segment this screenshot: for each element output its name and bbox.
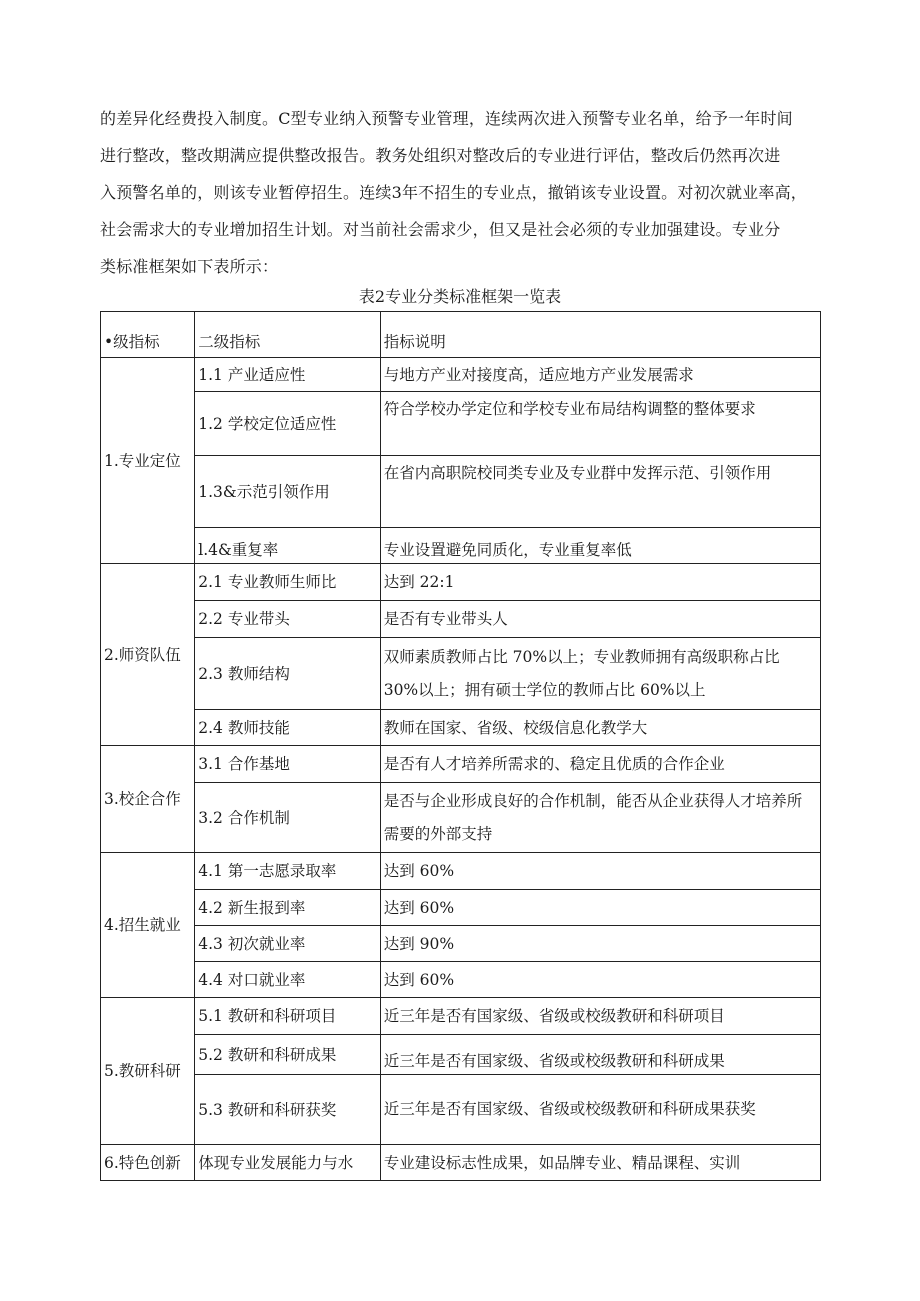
paragraph-line: 的差异化经费投入制度。C型专业纳入预警专业管理，连续两次进入预警专业名单，给予一年时间: [100, 109, 793, 128]
indicator-description: 达到 60%: [380, 962, 820, 998]
table-row: [101, 853, 821, 890]
sub-indicator: 5.3 教研和科研获奖: [195, 1075, 380, 1145]
sub-indicator: 1.3&示范引领作用: [195, 456, 380, 528]
indicator-description: 与地方产业对接度高，适应地方产业发展需求: [380, 358, 820, 392]
table-row: [101, 746, 821, 783]
sub-indicator: 2.4 教师技能: [195, 710, 380, 746]
indicator-description: 达到 60%: [380, 853, 820, 890]
table-row: [101, 962, 821, 998]
paragraph-line: 类标准框架如下表所示：: [100, 257, 279, 276]
indicator-description: 近三年是否有国家级、省级或校级教研和科研项目: [380, 998, 820, 1035]
indicator-description: 近三年是否有国家级、省级或校级教研和科研成果获奖: [380, 1075, 820, 1145]
sub-indicator: 5.2 教研和科研成果: [195, 1035, 380, 1075]
paragraph-line: 进行整改，整改期满应提供整改报告。教务处组织对整改后的专业进行评估，整改后仍然再次进: [100, 146, 781, 165]
table-row: [101, 638, 821, 710]
table-header-row: [101, 312, 821, 358]
sub-indicator: 2.1 专业教师生师比: [195, 564, 380, 601]
table-row: [101, 1035, 821, 1075]
group-name: 5.教研科研: [101, 998, 195, 1145]
sub-indicator: 3.2 合作机制: [195, 783, 380, 853]
sub-indicator: l.4&重复率: [195, 528, 380, 564]
paragraph-line: 社会需求大的专业增加招生计划。对当前社会需求少，但又是社会必须的专业加强建设。专业分: [100, 220, 781, 239]
table-row: [101, 564, 821, 601]
indicator-description: 是否有人才培养所需求的、稳定且优质的合作企业: [380, 746, 820, 783]
indicator-description: 达到 90%: [380, 926, 820, 962]
indicator-description: 专业建设标志性成果，如品牌专业、精品课程、实训: [380, 1145, 820, 1181]
sub-indicator: 2.3 教师结构: [195, 638, 380, 710]
table-row: [101, 783, 821, 853]
table-row: [101, 1145, 821, 1181]
indicator-description: 符合学校办学定位和学校专业布局结构调整的整体要求: [380, 392, 820, 456]
indicator-description: 是否有专业带头人: [380, 601, 820, 638]
indicator-description: 是否与企业形成良好的合作机制，能否从企业获得人才培养所需要的外部支持: [380, 783, 820, 853]
header-level2: 二级指标: [195, 312, 380, 358]
group-name: 6.特色创新: [101, 1145, 195, 1181]
table-row: [101, 710, 821, 746]
table-row: [101, 601, 821, 638]
header-description: 指标说明: [380, 312, 820, 358]
group-name: 3.校企合作: [101, 746, 195, 853]
sub-indicator: 体现专业发展能力与水: [195, 1145, 380, 1181]
sub-indicator: 3.1 合作基地: [195, 746, 380, 783]
table-row: [101, 890, 821, 926]
indicator-description: 教师在国家、省级、校级信息化教学大: [380, 710, 820, 746]
table-row: [101, 1075, 821, 1145]
indicator-description: 达到 22:1: [380, 564, 820, 601]
table-row: [101, 456, 821, 528]
sub-indicator: 4.4 对口就业率: [195, 962, 380, 998]
table-row: [101, 998, 821, 1035]
table-row: [101, 392, 821, 456]
sub-indicator: 4.2 新生报到率: [195, 890, 380, 926]
table-row: [101, 358, 821, 392]
sub-indicator: 4.1 第一志愿录取率: [195, 853, 380, 890]
sub-indicator: 1.1 产业适应性: [195, 358, 380, 392]
indicator-description: 双师素质教师占比 70%以上；专业教师拥有高级职称占比 30%以上；拥有硕士学位的教师占比 60%以上: [380, 638, 820, 710]
indicator-description: 达到 60%: [380, 890, 820, 926]
table-row: [101, 528, 821, 564]
table-row: [101, 926, 821, 962]
group-name: 1.专业定位: [101, 358, 195, 564]
header-level1: •级指标: [101, 312, 195, 358]
indicator-description: 专业设置避免同质化，专业重复率低: [380, 528, 820, 564]
table-caption: 表2专业分类标准框架一览表: [358, 287, 562, 306]
indicator-description: 在省内高职院校同类专业及专业群中发挥示范、引领作用: [380, 456, 820, 528]
group-name: 2.师资队伍: [101, 564, 195, 746]
body-paragraph: [100, 100, 824, 285]
group-name: 4.招生就业: [101, 853, 195, 998]
paragraph-line: 入预警名单的，则该专业暂停招生。连续3年不招生的专业点，撤销该专业设置。对初次就业率高，: [100, 183, 807, 202]
sub-indicator: 5.1 教研和科研项目: [195, 998, 380, 1035]
classification-table: [100, 311, 821, 1181]
sub-indicator: 4.3 初次就业率: [195, 926, 380, 962]
indicator-description: 近三年是否有国家级、省级或校级教研和科研成果: [380, 1035, 820, 1075]
sub-indicator: 1.2 学校定位适应性: [195, 392, 380, 456]
sub-indicator: 2.2 专业带头: [195, 601, 380, 638]
